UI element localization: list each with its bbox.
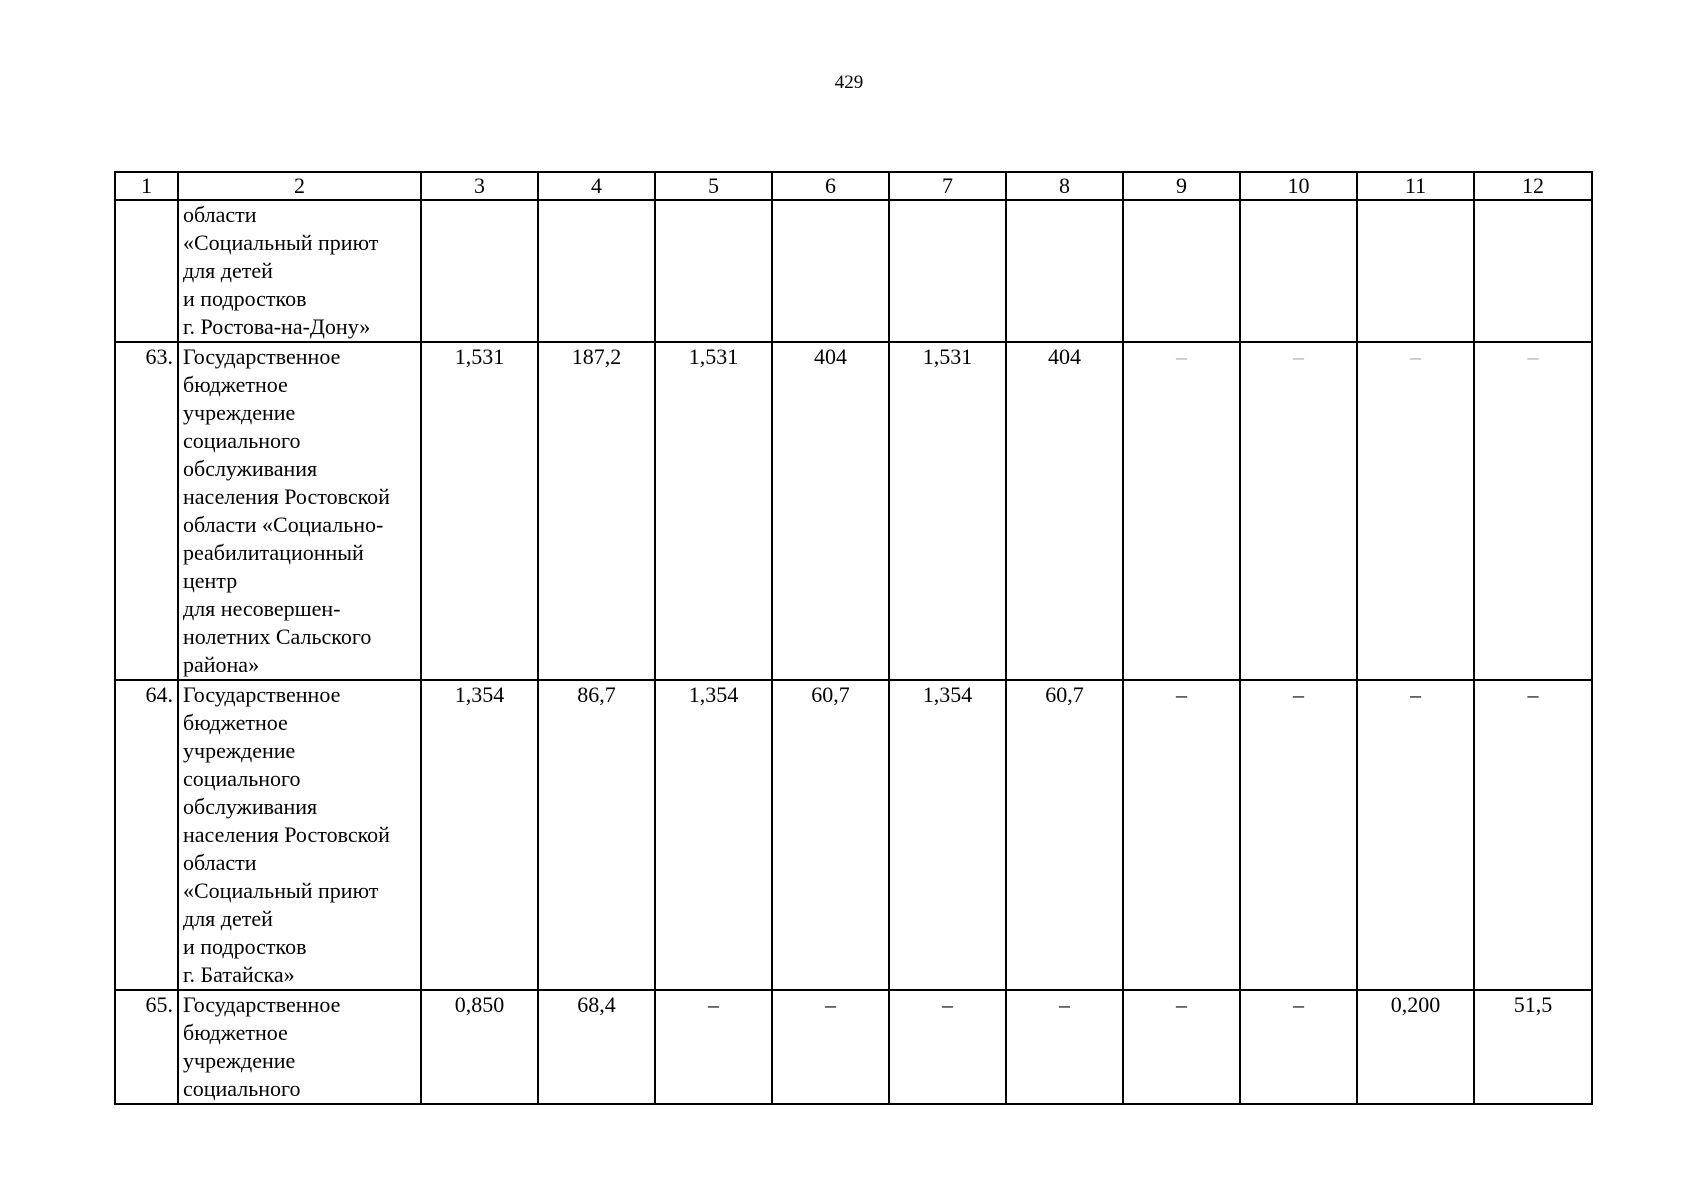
column-header: 8	[1006, 172, 1123, 200]
column-header: 10	[1240, 172, 1357, 200]
value-cell: 0,850	[421, 990, 538, 1104]
value-cell	[1123, 200, 1240, 342]
table-row	[115, 990, 1592, 1104]
value-cell: 86,7	[538, 680, 655, 990]
value-cell: 0,200	[1357, 990, 1474, 1104]
column-header: 6	[772, 172, 889, 200]
value-cell	[655, 200, 772, 342]
value-cell: 187,2	[538, 342, 655, 680]
value-cell: –	[1474, 342, 1592, 680]
value-cell: –	[1357, 680, 1474, 990]
value-cell: 1,354	[889, 680, 1006, 990]
table-row	[115, 342, 1592, 680]
page-number: 429	[834, 72, 864, 93]
institution-name: Государственное бюджетное учреждение социального обслуживания населения Ростовской области «Социально- реабилитационный центр для несовершен- нолетних Сальского района»	[178, 342, 421, 680]
value-cell: –	[1240, 342, 1357, 680]
value-cell: 60,7	[772, 680, 889, 990]
value-cell	[889, 200, 1006, 342]
value-cell: 1,354	[421, 680, 538, 990]
institution-name: Государственное бюджетное учреждение социального	[178, 990, 421, 1104]
value-cell: 404	[772, 342, 889, 680]
value-cell	[1474, 200, 1592, 342]
value-cell	[538, 200, 655, 342]
institution-name: Государственное бюджетное учреждение социального обслуживания населения Ростовской области «Социальный приют для детей и подростков г. Батайска»	[178, 680, 421, 990]
value-cell: 1,354	[655, 680, 772, 990]
value-cell: 60,7	[1006, 680, 1123, 990]
column-header: 12	[1474, 172, 1592, 200]
value-cell: 1,531	[889, 342, 1006, 680]
table-row	[115, 200, 1592, 342]
value-cell	[1240, 200, 1357, 342]
column-header: 7	[889, 172, 1006, 200]
value-cell: –	[1357, 342, 1474, 680]
institution-name: области «Социальный приют для детей и подростков г. Ростова-на-Дону»	[178, 200, 421, 342]
table-header-row	[115, 172, 1592, 200]
value-cell: –	[1006, 990, 1123, 1104]
column-header: 5	[655, 172, 772, 200]
value-cell: 1,531	[655, 342, 772, 680]
value-cell: –	[889, 990, 1006, 1104]
value-cell: –	[1474, 680, 1592, 990]
table-row	[115, 680, 1592, 990]
value-cell: –	[1123, 680, 1240, 990]
value-cell: –	[1123, 990, 1240, 1104]
row-number	[115, 200, 178, 342]
row-number: 63.	[115, 342, 178, 680]
value-cell: 1,531	[421, 342, 538, 680]
value-cell: 404	[1006, 342, 1123, 680]
column-header: 4	[538, 172, 655, 200]
row-number: 65.	[115, 990, 178, 1104]
value-cell: –	[1240, 680, 1357, 990]
column-header: 9	[1123, 172, 1240, 200]
value-cell: –	[655, 990, 772, 1104]
value-cell: –	[1240, 990, 1357, 1104]
data-table	[114, 171, 1593, 1105]
column-header: 1	[115, 172, 178, 200]
value-cell	[421, 200, 538, 342]
value-cell: –	[772, 990, 889, 1104]
value-cell: –	[1123, 342, 1240, 680]
value-cell: 68,4	[538, 990, 655, 1104]
row-number: 64.	[115, 680, 178, 990]
value-cell	[1006, 200, 1123, 342]
value-cell	[1357, 200, 1474, 342]
value-cell: 51,5	[1474, 990, 1592, 1104]
column-header: 11	[1357, 172, 1474, 200]
column-header: 2	[178, 172, 421, 200]
value-cell	[772, 200, 889, 342]
column-header: 3	[421, 172, 538, 200]
